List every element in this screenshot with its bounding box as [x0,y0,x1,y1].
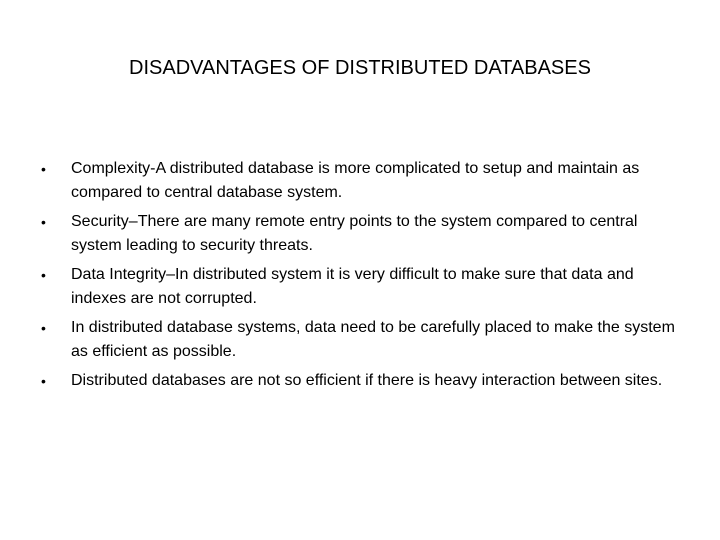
bullet-icon: • [41,373,46,389]
bullet-icon: • [41,267,46,283]
bullet-text: In distributed database systems, data need to be carefully placed to make the system as efficient as possible. [71,319,675,360]
bullet-text: Distributed databases are not so efficient if there is heavy interaction between sites. [71,372,663,389]
bullet-item-data-integrity [35,263,685,311]
bullet-text: Complexity-A distributed database is more complicated to setup and maintain as compared to central database system. [71,160,640,201]
bullet-icon: • [41,320,46,336]
bullet-item-data-placement [35,316,685,364]
bullet-item-security [35,210,685,258]
bullet-icon: • [41,214,46,230]
slide-title: DISADVANTAGES OF DISTRIBUTED DATABASES [129,57,591,79]
bullet-text: Security–There are many remote entry points to the system compared to central system leading to security threats. [71,213,638,254]
bullet-icon: • [41,161,46,177]
bullet-item-efficiency [35,369,685,393]
bullet-item-complexity [35,157,685,205]
bullet-list [35,157,685,398]
bullet-text: Data Integrity–In distributed system it is very difficult to make sure that data and indexes are not corrupted. [71,266,634,307]
